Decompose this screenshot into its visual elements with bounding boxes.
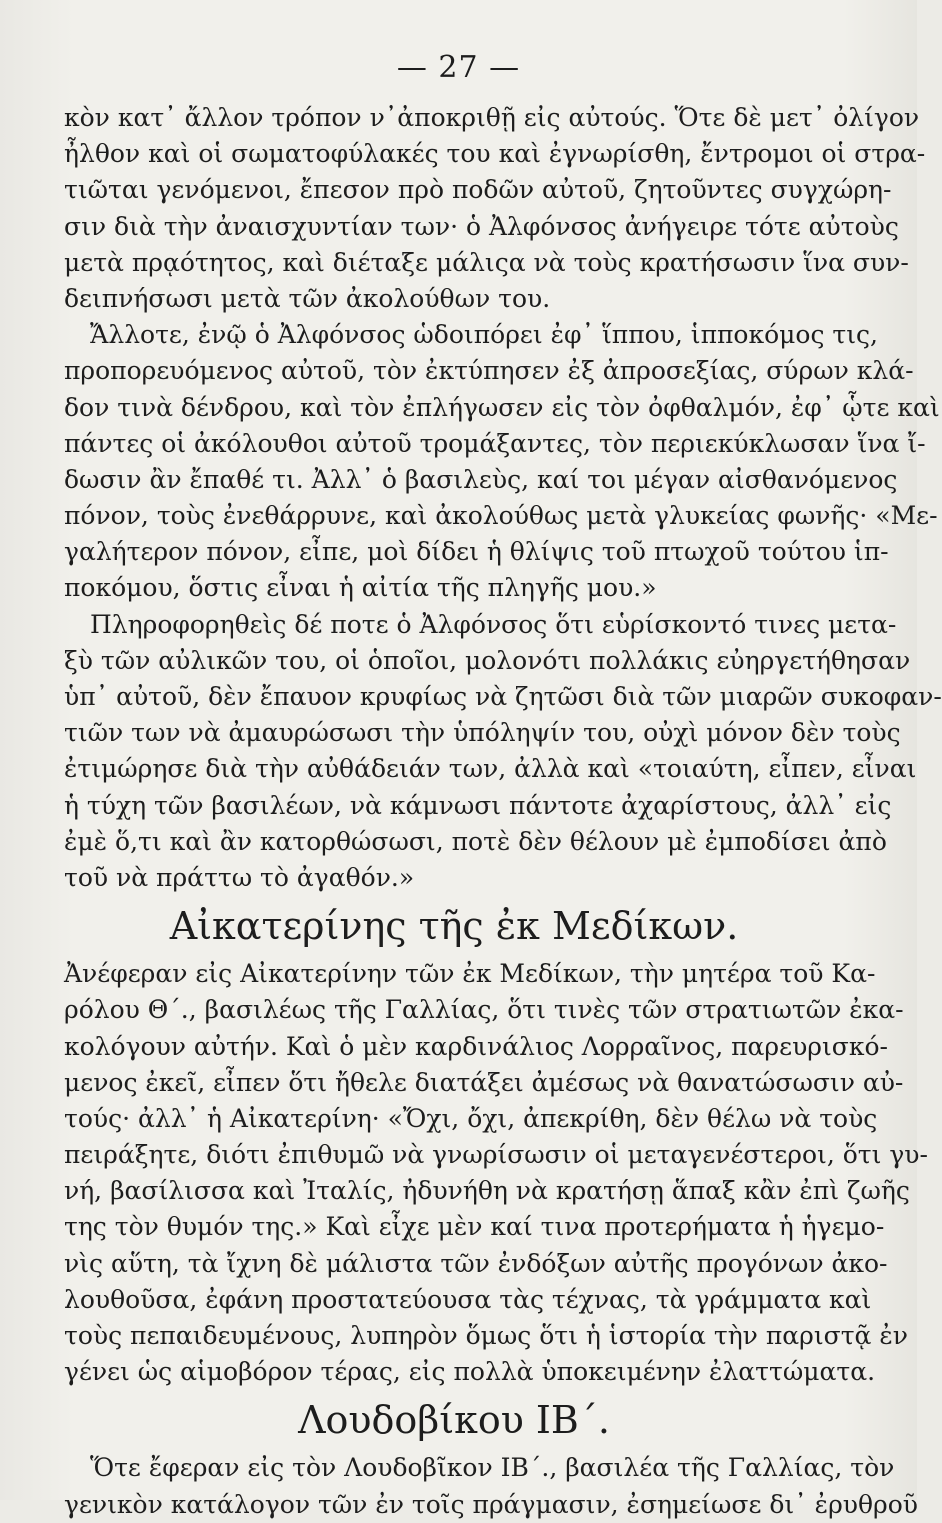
- text-line: δειπνήσωσι μετὰ τῶν ἀκολούθων του.: [64, 283, 551, 313]
- text-line: δον τινὰ δένδρου, καὶ τὸν ἐπλήγωσεν εἰς τὸν ὀφθαλμόν, ἐφ᾽ ᾧτε καὶ: [64, 392, 940, 422]
- text-line: ἐτιμώρησε διὰ τὴν αὐθάδειάν των, ἀλλὰ καὶ «τοιαύτη, εἶπεν, εἶναι: [64, 754, 917, 784]
- paragraph: [64, 607, 942, 897]
- text-line: Πληροφορηθεὶς δέ ποτε ὁ Ἀλφόνσος ὅτι εὑρίσκοντό τινες μετα-: [90, 609, 897, 639]
- text-line: κὸν κατ᾽ ἄλλον τρόπον ν᾽ἀποκριθῇ εἰς αὐτούς. Ὅτε δὲ μετ᾽ ὀλίγον: [64, 103, 920, 132]
- text-line: σιν διὰ τὴν ἀναισχυντίαν των· ὁ Ἀλφόνσος ἀνήγειρε τότε αὐτοὺς: [64, 211, 899, 241]
- text-line: μετὰ πρᾳότητος, καὶ διέταξε μάλιςα νὰ τοὺς κρατήσωσιν ἵνα συν-: [64, 247, 909, 277]
- text-line: πάντες οἱ ἀκόλουθοι αὐτοῦ τρομάξαντες, τὸν περιεκύκλωσαν ἵνα ἴ-: [64, 428, 926, 458]
- text-line: ὑπ᾽ αὐτοῦ, δὲν ἔπαυον κρυφίως νὰ ζητῶσι διὰ τῶν μιαρῶν συκοφαν-: [64, 682, 942, 711]
- text-line: προπορευόμενος αὐτοῦ, τὸν ἐκτύπησεν ἐξ ἀπροσεξίας, σύρων κλά-: [64, 356, 914, 386]
- text-line: μενος ἐκεῖ, εἶπεν ὅτι ἤθελε διατάξει ἀμέσως νὰ θανατώσωσιν αὐ-: [64, 1067, 904, 1097]
- section-heading: Λουδοβίκου ΙΒ΄.: [298, 1398, 610, 1443]
- page-body: [64, 100, 942, 1523]
- text-line: γαλήτερον πόνον, εἶπε, μοὶ δίδει ἡ θλίψις τοῦ πτωχοῦ τούτου ἱπ-: [64, 537, 889, 567]
- text-line: τιῶν των νὰ ἀμαυρώσωσι τὴν ὑπόληψίν του, οὐχὶ μόνον δὲν τοὺς: [64, 718, 901, 748]
- text-line: Ἀνέφεραν εἰς Αἰκατερίνην τῶν ἐκ Μεδίκων, τὴν μητέρα τοῦ Κα-: [64, 959, 876, 989]
- text-line: τοὺς πεπαιδευμένους, λυπηρὸν ὅμως ὅτι ἡ ἱστορία τὴν παριστᾷ ἐν: [64, 1321, 908, 1350]
- paragraph: [64, 100, 926, 317]
- text-line: πόνον, τοὺς ἐνεθάρρυνε, καὶ ἀκολούθως μετὰ γλυκείας φωνῆς· «Με-: [64, 501, 938, 531]
- text-line: γένει ὡς αἱμοβόρον τέρας, εἰς πολλὰ ὑποκειμένην ἐλαττώματα.: [64, 1357, 876, 1387]
- page-number: — 27 —: [396, 50, 521, 85]
- text-line: της τὸν θυμόν της.» Καὶ εἶχε μὲν καί τινα προτερήματα ἡ ἡγεμο-: [64, 1212, 885, 1242]
- text-line: γενικὸν κατάλογον τῶν ἐν τοῖς πράγμασιν, ἐσημείωσε δι᾽ ἐρυθροῦ: [64, 1489, 918, 1519]
- text-line: ἦλθον καὶ οἱ σωματοφύλακές του καὶ ἐγνωρίσθη, ἔντρομοι οἱ στρα-: [64, 139, 926, 169]
- paragraph: [64, 1450, 918, 1522]
- text-line: τούς· ἀλλ᾽ ἡ Αἰκατερίνη· «Ὄχι, ὄχι, ἀπεκρίθη, δὲν θέλω νὰ τοὺς: [64, 1103, 878, 1133]
- text-line: λουθοῦσα, ἐφάνη προστατεύουσα τὰς τέχνας, τὰ γράμματα καὶ: [64, 1284, 872, 1314]
- section-heading: Αἰκατερίνης τῆς ἐκ Μεδίκων.: [169, 904, 739, 949]
- text-line: νὶς αὕτη, τὰ ἴχνη δὲ μάλιστα τῶν ἐνδόξων αὐτῆς προγόνων ἀκο-: [64, 1248, 888, 1278]
- text-line: ποκόμου, ὅστις εἶναι ἡ αἰτία τῆς πληγῆς μου.»: [64, 573, 657, 603]
- text-line: τιῶται γενόμενοι, ἔπεσον πρὸ ποδῶν αὐτοῦ, ζητοῦντες συγχώρη-: [64, 175, 892, 205]
- text-line: ἐμὲ ὅ,τι καὶ ἂν κατορθώσωσι, ποτὲ δὲν θέλουν μὲ ἐμποδίσει ἀπὸ: [64, 826, 887, 856]
- text-line: πειράξητε, διότι ἐπιθυμῶ νὰ γνωρίσωσιν οἱ μεταγενέστεροι, ὅτι γυ-: [64, 1140, 928, 1170]
- text-line: δωσιν ἂν ἔπαθέ τι. Ἀλλ᾽ ὁ βασιλεὺς, καί τοι μέγαν αἰσθανόμενος: [64, 464, 898, 494]
- text-line: Ἄλλοτε, ἐνῷ ὁ Ἀλφόνσος ὡδοιπόρει ἐφ᾽ ἵππου, ἱπποκόμος τις,: [90, 320, 878, 350]
- text-line: τοῦ νὰ πράττω τὸ ἀγαθόν.»: [64, 862, 415, 892]
- paragraph: [64, 317, 940, 607]
- text-line: ἡ τύχη τῶν βασιλέων, νὰ κάμνωσι πάντοτε ἀχαρίστους, ἀλλ᾽ εἰς: [64, 790, 892, 820]
- text-line: νή, βασίλισσα καὶ Ἰταλίς, ἠδυνήθη νὰ κρατήσῃ ἅπαξ κἂν ἐπὶ ζωῆς: [64, 1176, 910, 1206]
- text-line: Ὅτε ἔφεραν εἰς τὸν Λουδοβῖκον ΙΒ΄., βασιλέα τῆς Γαλλίας, τὸν: [90, 1453, 895, 1483]
- paragraph: [64, 956, 928, 1390]
- text-line: κολόγουν αὐτήν. Καὶ ὁ μὲν καρδινάλιος Λορραῖνος, παρευρισκό-: [64, 1031, 888, 1061]
- text-line: ρόλου Θ΄., βασιλέως τῆς Γαλλίας, ὅτι τινὲς τῶν στρατιωτῶν ἐκα-: [64, 995, 904, 1025]
- text-line: ξὺ τῶν αὐλικῶν του, οἱ ὁποῖοι, μολονότι πολλάκις εὐηργετήθησαν: [64, 645, 911, 675]
